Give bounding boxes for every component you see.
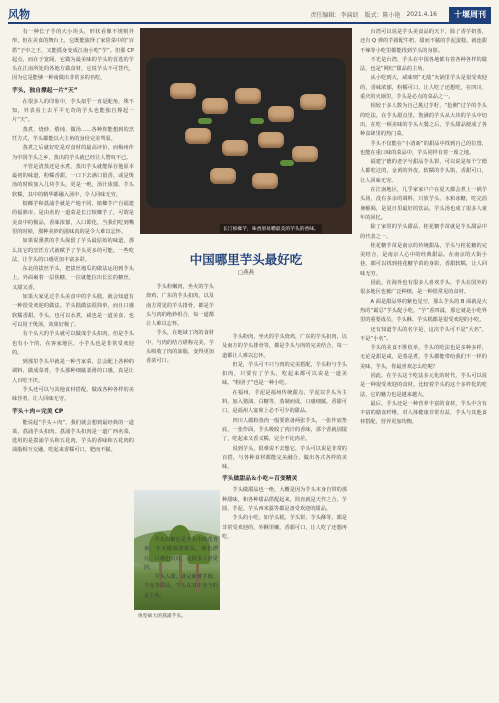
taro-piece xyxy=(252,173,278,189)
paragraph: 不管是清蒸还是水煮，蒸出芋头就能保存他原本最初的味道，粉糯香甜，一口下去满口留香。或是煲汤的时候加入几块芋头，更是一绝，汤汁浓郁，芋头软糯，其中的精华都融入汤中，令人回味无穷。 xyxy=(12,163,134,198)
paragraph: 福建宁德的老字号甜品芋头饼，可以说是每个宁德人都吃过的，金黄的外皮，软糯的芋头馅，香甜可口，让人回味无穷。 xyxy=(360,159,487,184)
paragraph: 在福州，芋泥是福州传统甜点，芋泥以芋头为主料，加入猪油、白糖等，蒸制而成，口感细腻，香甜可口，是福州人宴席上必不可少的甜品。 xyxy=(222,389,347,415)
paragraph: 有个头大的芋头就可以做成芋头扣肉，但是芋头也有小个的，在客家地区，小芋头也是非常受欢迎的。 xyxy=(12,331,134,356)
header-meta xyxy=(310,7,491,22)
paragraph: 说到芋头，很难说不去想它，芋头可以说是非常的百搭，与各种食材都能完美融合，做出各式各样的美味。 xyxy=(222,445,347,471)
paragraph: 如果大家见过芋头美食中的芋头糕，就会知道有一种很受欢迎的做法。芋头糕做法很简单，而且口感软糯香甜。芋头，也可以水煮，咸也是一道美食，也可以用于煲汤，效果好极了。 xyxy=(12,294,134,328)
paragraph: 在很多人的印象中，芋头似乎一直是配角，殊不知，外表看上去平平无奇的芋头也能独自撑起一片“天”。 xyxy=(12,98,134,124)
paragraph: 四川人做粉蒸肉一般要准备两张芋头，一张作底垫底，一张作面，芋头吸收了肉汁的香味，那个香就别提了，吃起来又香又糯，完全不比肉差。 xyxy=(222,417,347,443)
scallion xyxy=(250,118,264,124)
paragraph: 芋头，在地域丁肉的食材中，与肉的结合堪称完美，芋头吸收了肉的油脂，变得更加香浓可口。 xyxy=(146,330,214,365)
taro-piece xyxy=(202,98,228,114)
paragraph: 蒸煮、烧炒、煨炖、做汤……各种你能想到的烹饪方式，芋头都能以大主角的身份完美驾驭。 xyxy=(12,126,134,142)
paragraph: 芋头做甜品也一绝，大概是因为芋头本身自带的那种甜味，和各种甜品搭配起来，简直就是天作之合，芋圆、芋泥、芋头西米露等都是备受欢迎的甜品。 xyxy=(222,487,347,513)
scallion xyxy=(280,160,294,166)
paragraph: 桂花糖芋苗是南京的传统甜品，芋头与桂花糖的完美结合，是南京人心中的经典甜品。在南京的大街小巷，都可以找到桂花糖芋苗的身影，香甜软糯，让人回味无穷。 xyxy=(360,242,487,277)
paragraph: 从小吃到大，咸味则“无敌”火锅里芋头是很受欢迎的，香味浓郁，粉糯可口，让人吃了还想吃，在四川、重庆的火锅里，芋头是必点的菜品之一。 xyxy=(360,75,487,101)
paragraph: 相较于多人数为自己挑过芋籽，“抢侧”过芋的芋头的吃法，在芋头甜点里，饱满的芋头从大块的芋头中切出，在吃一顿美味的芋头大餐之后，芋头甜品便成了各种食肆里的热门菜。 xyxy=(360,103,487,138)
paragraph: 芋头粉肉，坐火的芋头烧鸡，广东的芋头扣肉，以及南方的芋头排骨等，都是芋头与肉的完美结合，每一道都让人难以忘怀。 xyxy=(222,334,347,359)
photo2-caption: 体型硕大的荔浦芋头。 xyxy=(138,614,186,619)
taro-piece xyxy=(292,146,318,162)
scallion xyxy=(198,118,212,124)
paragraph: 东北的拔丝芋头，把拔丝地瓜的做法运用到芋头上，外面裹着一层焦糖，一拉就能拉出长长的糖丝，又甜又香。 xyxy=(12,266,134,291)
paragraph: 芋头粉嫩肉，坐火的芋头烧鸡，广东的芋头扣肉，以及南方常见的芋头排骨，都是芋头与肉的绝妙组合，每一道都让人难以忘怀。 xyxy=(146,284,214,328)
taro-piece xyxy=(235,88,261,104)
paragraph: 除了家常的芋头甜品，桂花糖芋苗就是芋头甜品中的代表之一。 xyxy=(360,224,487,240)
paragraph: 芋头入甜，就是紫薯芋圆，芋泥等甜品，芋头在其中充当的是主角。 xyxy=(144,574,218,599)
paragraph: 因此，在海外也有很多人喜欢芋头，芋头在国外的很多地区也被广泛种植，是一种很常见的食材。 xyxy=(360,280,487,296)
column-1 xyxy=(12,28,134,696)
paragraph: 蒸煮之后就好吃是对食材的最高评价，而梅州作为中国芋头之乡，蒸出的芋头就已经让人赞叹不已。 xyxy=(12,145,134,161)
paragraph: 能说起“芋头＋肉”，我们就会想到最经典的一道菜，荔浦芋头扣肉。荔浦芋头扣肉是一道广西名菜，选用的是荔浦芋头和五花肉，芋头的香味和五花肉的油脂相互交融，吃起来香糯可口，肥而不腻。 xyxy=(12,419,134,454)
paragraph: 最后，芋头还是一种营养丰富的食材，芋头中含有丰富的膳食纤维，对人体健康非常有益，芋头与其他食材搭配，营养更加均衡。 xyxy=(360,400,487,426)
designer-credit: 版式：陈小艳 xyxy=(364,11,401,19)
taro-dish-photo xyxy=(140,28,352,234)
paragraph: 在江南地区，几乎家家户户在夏天都会煮上一锅芋头汤，没有多余的调料，只放芋头、水和冰糖，吃完消暑解渴，是夏日里最好的饮品，芋头汤也成了很多人童年的回忆。 xyxy=(360,187,487,221)
subheading: 芋头做甜品＆小吃＝百变精灵 xyxy=(222,476,298,483)
newspaper-brand: 十堰周刊 xyxy=(449,7,491,22)
plate-shape xyxy=(146,58,346,208)
column-2 xyxy=(222,333,347,700)
taro-piece xyxy=(222,140,248,156)
paragraph: 芋头不仅能在“小清新”的甜品中找到自己的位置，也能在重口味的菜品中，芋头同样有着一席之地。 xyxy=(360,140,487,156)
paragraph: 芋头的紫色是芋头中的花青素，芋头做成的甜品，颜色漂亮，口感也很好，是很多人喜爱的。 xyxy=(144,537,218,571)
paragraph: 不光是台湾，芋头在中国各地都有着各种各样的做法，也是“网红”甜品的主角。 xyxy=(360,56,487,73)
article-title: 中国哪里芋头最好吃 xyxy=(189,252,303,267)
photo1-caption: 长汀槟榔芋，味香滑易嚼最美的芋头的香味。 xyxy=(220,224,322,233)
paragraph: 有一种长子芋的大小块头，形状看像不规则外形，但在美食的舞台上，它既能演绎了家常菜中的“百搭”子中之王，又能摇身变成江南小吃“芋”。但那 CP 起点，而在于宽阔，它做为最美味的芋头的首选的芋头在江南所处的各地方做食材，它说芋头不可替代，因为它是能够一种南做出非常多的名吃。 xyxy=(12,29,134,82)
subheading: 芋头，独自撑起一片“天” xyxy=(12,87,78,94)
paragraph: 还有知道芋头的名字是，这次芋头可不是“大名”，不是“小名”。 xyxy=(360,326,487,342)
taro-piece xyxy=(210,168,236,184)
paragraph: A 面是甜品界的紫色星空，那么芋头的 B 面就是大热的“霸总”芋头配小吃，“芋”香四溢，那它就是小吃界里的重要成员，芋头酥、芋头糕都是很受欢迎的小吃。 xyxy=(360,298,487,324)
lead-column xyxy=(146,283,214,523)
taro-piece xyxy=(300,94,326,110)
paragraph: 台湾可以说是芋头美食品的天下，除了香芋奶茶，还有 Q 弹的芋圆配牛奶，甜而不腻的芋泥蛋糕，就连甜不辣等小吃里都能找到芋头的身影。 xyxy=(360,29,487,54)
subheading: 芋头＋肉＝完美 CP xyxy=(12,408,64,415)
article-author: □燕燕 xyxy=(237,270,255,276)
page-header xyxy=(8,6,491,24)
column-2b xyxy=(144,536,218,700)
paragraph: 到那里芋头早就是一种当家菜，总会配上各种的调料，做成菜肴，芋头那种细腻柔滑的口感，真是让人百吃不厌。 xyxy=(12,359,134,384)
section-name: 风物 xyxy=(8,8,30,21)
taro-piece xyxy=(268,106,294,122)
editor-credit: 责任编辑：李演窈 xyxy=(310,11,359,19)
issue-date: 2021.4.16 xyxy=(406,10,437,18)
paragraph: 槟榔芋和荔浦芋就是产地不同，槟榔芋产自福建的福鼎市，是由名的一道菜是长汀槟榔芋了，可谓是美食中的极品，香味浓郁，入口即化，当我们吃到嘴里的时候，那种美妙的滋味真的是令人难以忘怀。 xyxy=(12,201,134,235)
paragraph: 芋头还可以与其他食材搭配，做成各种各样的美味佳肴，让人回味无穷。 xyxy=(12,386,134,403)
paragraph: 芋头的美食不胜枚举，芋头的吃法也是多种多样，无论是甜是咸，是蒸是煮，芋头都能带给我们不一样的美味，芋头，你最喜欢怎么吃呢？ xyxy=(360,345,487,370)
paragraph: 但是，芋头可不只与肉的完美搭配，芋头粉与芋头扣肉，只要有了芋头，吃起来都可以说是一道美味。“粉团子”也是一种小吃。 xyxy=(222,361,347,387)
taro-piece xyxy=(258,132,284,148)
paragraph: 因此，在芋头这个吃法多元化的时代，芋头可以说是一种很受欢迎的食材。比较着芋头的这个多样化的吃法，它的魅力也是越来越大。 xyxy=(360,372,487,398)
paragraph: 如果说熏煮的芋头保留了芋头最原始的味道，那么其它的烹饪方式就赋予了芋头更多的可能。一些吃法，让芋头的口感更加丰富多彩。 xyxy=(12,238,134,263)
taro-piece xyxy=(185,128,211,144)
taro-piece xyxy=(170,83,196,99)
paragraph: 芋头的小吃，如芋头糕、芋头饼、芋头酥等，都是非常受欢迎的，外酥里嫩，香甜可口，让人吃了还想再吃。 xyxy=(222,515,347,540)
column-3 xyxy=(360,28,487,700)
